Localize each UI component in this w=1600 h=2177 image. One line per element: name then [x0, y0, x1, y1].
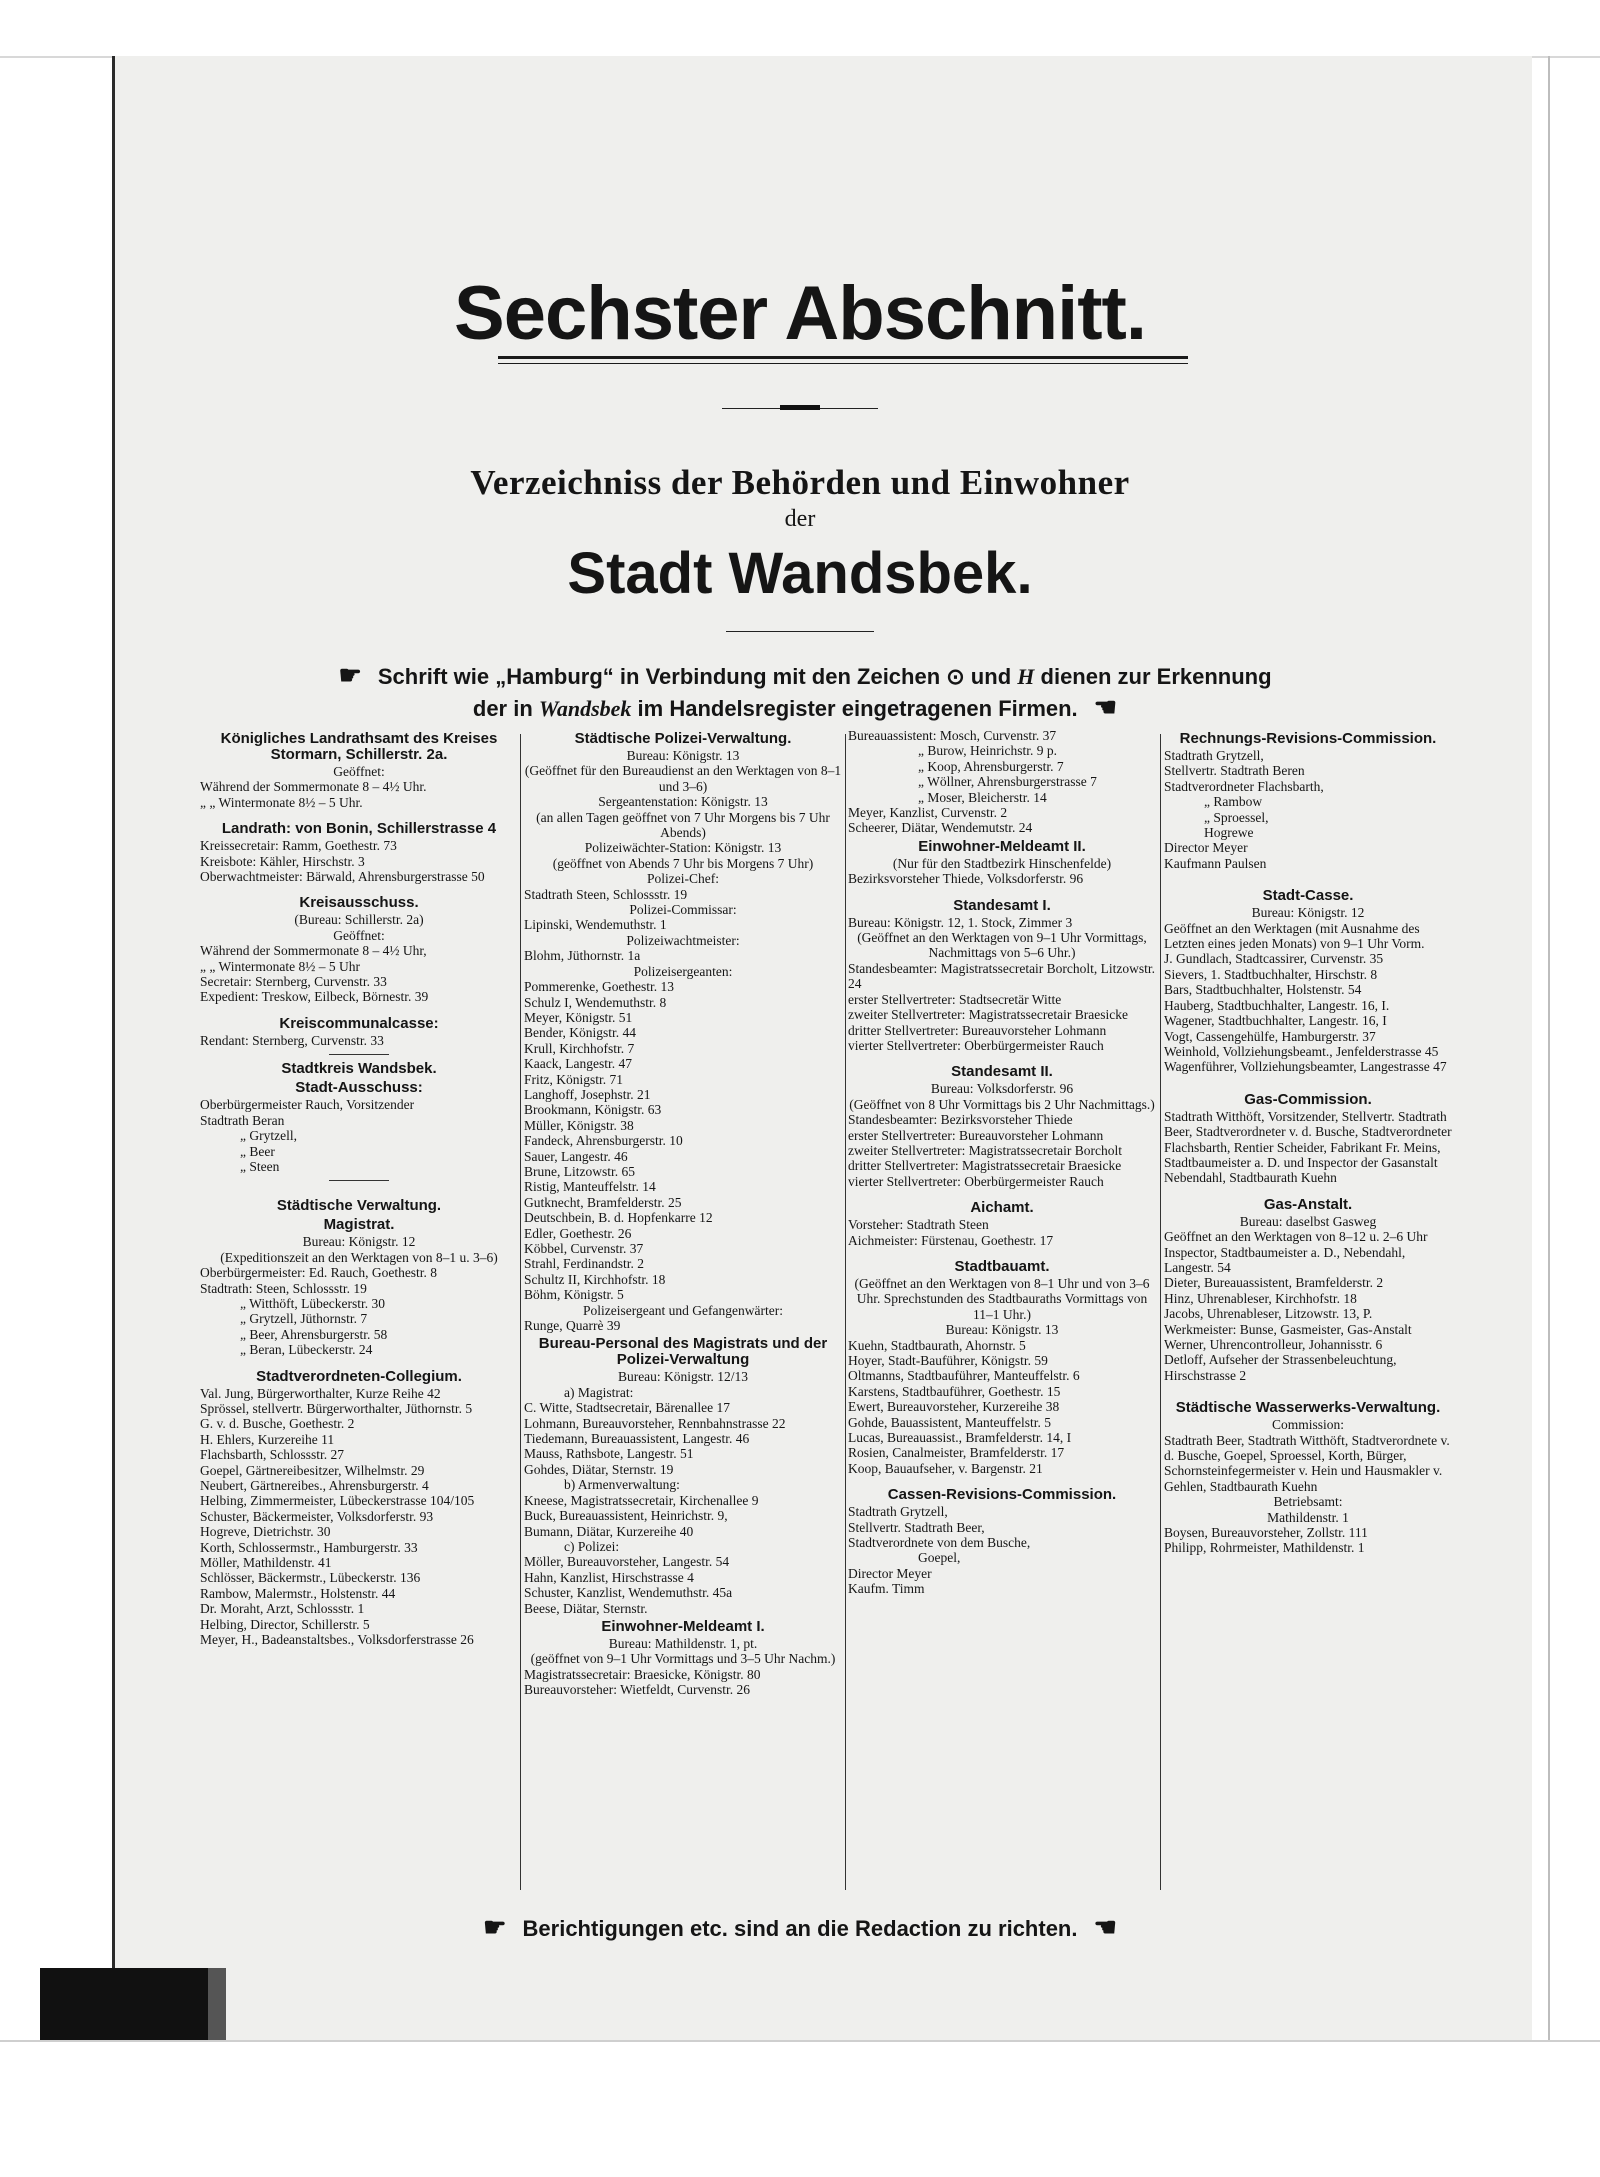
- entry-line: Geöffnet an den Werktagen (mit Ausnahme des Letzten eines jeden Monats) von 9–1 Uhr Vorm.: [1164, 920, 1425, 952]
- entry-line: (Geöffnet für den Bureaudienst an den Werktagen von 8–1 und 3–6): [524, 763, 842, 794]
- entry-line: c) Polizei:: [564, 1538, 620, 1554]
- entry-line: Rosien, Canalmeister, Bramfelderstr. 17: [848, 1445, 1065, 1461]
- column-divider: [845, 734, 846, 1890]
- column-divider: [1160, 734, 1161, 1890]
- section-title: Sechster Abschnitt.: [454, 271, 1146, 356]
- section-heading: Städtische Polizei-Verwaltung.: [574, 730, 792, 747]
- directory-heading: Verzeichniss der Behörden und Einwohner: [470, 463, 1130, 502]
- entry-line: Kuehn, Stadtbaurath, Ahornstr. 5: [848, 1337, 1026, 1353]
- entry-line: Vorsteher: Stadtrath Steen: [848, 1217, 989, 1233]
- entry-line: zweiter Stellvertreter: Magistratssecretair Borcholt: [848, 1142, 1123, 1158]
- column-divider: [520, 734, 521, 1890]
- entry-line: H. Ehlers, Kurzereihe 11: [200, 1431, 335, 1447]
- entry-line: J. Gundlach, Stadtcassirer, Curvenstr. 35: [1164, 951, 1384, 967]
- entry-line: Möller, Bureauvorsteher, Langestr. 54: [524, 1554, 730, 1570]
- spacer: [1164, 1383, 1452, 1397]
- column-2: [524, 728, 842, 1894]
- entry-line: Bumann, Diätar, Kurzereihe 40: [524, 1523, 694, 1539]
- entry-line: Geöffnet an den Werktagen von 8–12 u. 2–6 Uhr: [1164, 1229, 1428, 1245]
- entry-line: Philipp, Rohrmeister, Mathildenstr. 1: [1164, 1540, 1365, 1556]
- entry-line: Stadtrath Beran: [200, 1112, 285, 1128]
- entry-line: Helbing, Director, Schillerstr. 5: [200, 1616, 370, 1632]
- entry-line: Flachsbarth, Schlossstr. 27: [200, 1447, 344, 1463]
- entry-line: Bender, Königstr. 44: [524, 1025, 636, 1041]
- entry-line: Kaufm. Timm: [848, 1581, 925, 1597]
- entry-line: Polizeisergeanten:: [633, 963, 733, 979]
- entry-line: Mathildenstr. 1: [1267, 1509, 1349, 1525]
- entry-line: Kaack, Langestr. 47: [524, 1056, 632, 1072]
- entry-line: Kaufmann Paulsen: [1164, 855, 1267, 871]
- entry-line: „ Beer: [240, 1143, 275, 1159]
- entry-line: Oberbürgermeister: Ed. Rauch, Goethestr. 8: [200, 1265, 438, 1281]
- entry-line: „ Witthöft, Lübeckerstr. 30: [240, 1295, 386, 1311]
- section-heading: Stadtverordneten-Collegium.: [256, 1367, 462, 1385]
- entry-line: Stadtverordneter Flachsbarth,: [1164, 778, 1324, 794]
- entry-line: Meyer, Königstr. 51: [524, 1009, 633, 1025]
- notice-text-2a: der in: [472, 696, 533, 721]
- entry-line: Aichmeister: Fürstenau, Goethestr. 17: [848, 1232, 1054, 1248]
- entry-line: „ Moser, Bleicherstr. 14: [918, 789, 1047, 805]
- entry-line: „ Wöllner, Ahrensburgerstrasse 7: [918, 774, 1097, 790]
- entry-line: (geöffnet von 9–1 Uhr Vormittags und 3–5 Uhr Nachm.): [530, 1651, 836, 1667]
- notice-wandsbek: Wandsbek: [538, 696, 632, 721]
- entry-line: (Geöffnet von 8 Uhr Vormittags bis 2 Uhr Nachmittags.): [849, 1096, 1155, 1112]
- section-heading: Bureau-Personal des Magistrats und der Polizei-Verwaltung: [538, 1335, 828, 1369]
- section-heading: Standesamt II.: [951, 1063, 1053, 1081]
- entry-line: Tiedemann, Bureauassistent, Langestr. 46: [524, 1431, 750, 1447]
- spacer: [848, 1476, 1156, 1484]
- entry-line: Bezirksvorsteher Thiede, Volksdorferstr. 96: [848, 871, 1084, 887]
- entry-line: Standesbeamter: Magistratssecretair Borcholt, Litzowstr. 24: [848, 960, 1156, 992]
- entry-line: (Geöffnet an den Werktagen von 9–1 Uhr Vormittags, Nachmittags von 5–6 Uhr.): [857, 930, 1147, 961]
- city-heading-rule: [726, 631, 874, 632]
- entry-line: Müller, Königstr. 38: [524, 1117, 634, 1133]
- entry-line: „ „ Wintermonate 8½ – 5 Uhr.: [200, 794, 363, 810]
- scan-bottom-line: [0, 2040, 1600, 2042]
- spacer: [1164, 1075, 1452, 1089]
- entry-line: Stadtrath Beer, Stadtrath Witthöft, Stadtverordnete v. d. Busche, Goepel, Sproessel, Korth, Bürger, Schornsteinfegermeister v. Hein und Hausmakler v. Gehlen, Stadtbaurath Kuehn: [1164, 1432, 1450, 1494]
- section-heading: Stadtbauamt.: [954, 1257, 1050, 1275]
- spacer: [848, 887, 1156, 895]
- entry-line: Commission:: [1271, 1417, 1344, 1433]
- entry-line: Langhoff, Josephstr. 21: [524, 1086, 651, 1102]
- entry-line: (geöffnet von Abends 7 Uhr bis Morgens 7 Uhr): [552, 855, 814, 871]
- section-heading: Kreiscommunalcasse:: [279, 1014, 439, 1032]
- directory-columns: [200, 728, 1452, 1894]
- entry-line: (Geöffnet an den Werktagen von 8–1 Uhr und von 3–6 Uhr. Sprechstunden des Stadtbauraths Vormittags von 11–1 Uhr.): [854, 1275, 1150, 1322]
- entry-line: Korth, Schlossermstr., Hamburgerstr. 33: [200, 1539, 418, 1555]
- section-heading: Einwohner-Meldeamt II.: [918, 837, 1086, 855]
- entry-line: Rendant: Sternberg, Curvenstr. 33: [200, 1032, 384, 1048]
- entry-line: Hogrewe: [1204, 825, 1254, 841]
- column-1: [200, 728, 518, 1894]
- entry-line: Fritz, Königstr. 71: [524, 1071, 624, 1087]
- entry-line: Hinz, Uhrenableser, Kirchhofstr. 18: [1164, 1290, 1357, 1306]
- entry-line: (Nur für den Stadtbezirk Hinschenfelde): [892, 855, 1112, 871]
- section-heading: Gas-Anstalt.: [1263, 1195, 1353, 1213]
- entry-line: Kneese, Magistratssecretair, Kirchenallee 9: [524, 1492, 759, 1508]
- entry-line: dritter Stellvertreter: Bureauvorsteher Lohmann: [848, 1022, 1107, 1038]
- entry-line: Lipinski, Wendemuthstr. 1: [524, 917, 667, 933]
- entry-line: Stellvertr. Stadtrath Beer,: [848, 1519, 985, 1535]
- entry-line: Lucas, Bureauassist., Bramfelderstr. 14, I: [848, 1430, 1072, 1446]
- entry-line: (Bureau: Schillerstr. 2a): [294, 912, 424, 928]
- entry-line: Director Meyer: [1164, 840, 1248, 856]
- spacer: [1164, 1186, 1452, 1194]
- entry-line: Mauss, Rathsbote, Langestr. 51: [524, 1446, 694, 1462]
- spacer: [848, 1053, 1156, 1061]
- entry-line: Bureau: Königstr. 12: [302, 1234, 416, 1250]
- entry-line: Weinhold, Vollziehungsbeamt., Jenfelderstrasse 45: [1164, 1043, 1439, 1059]
- entry-line: Wagenführer, Vollziehungsbeamter, Langestrasse 47: [1164, 1059, 1447, 1075]
- entry-line: „ Steen: [240, 1158, 280, 1174]
- entry-line: „ Beran, Lübeckerstr. 24: [240, 1342, 373, 1358]
- footer-note: [0, 1912, 1600, 1943]
- entry-line: Edler, Goethestr. 26: [524, 1225, 632, 1241]
- section-rule: [329, 1054, 389, 1055]
- notice-text-1b: dienen zur Erkennung: [1040, 664, 1272, 689]
- entry-line: Während der Sommermonate 8 – 4½ Uhr.: [200, 779, 427, 795]
- entry-line: (Expeditionszeit an den Werktagen von 8–1 u. 3–6): [220, 1249, 498, 1265]
- entry-line: Blohm, Jüthornstr. 1a: [524, 948, 641, 964]
- entry-line: Neubert, Gärtnereibes., Ahrensburgerstr. 4: [200, 1478, 429, 1493]
- entry-line: Bureau: Königstr. 13: [626, 748, 740, 763]
- entry-line: Strahl, Ferdinandstr. 2: [524, 1256, 644, 1272]
- entry-line: Stellvertr. Stadtrath Beren: [1164, 763, 1305, 779]
- entry-line: „ Sproessel,: [1204, 809, 1269, 825]
- spacer: [1164, 871, 1452, 885]
- entry-line: Oberbürgermeister Rauch, Vorsitzender: [200, 1097, 415, 1113]
- entry-line: Schuster, Kanzlist, Wendemuthstr. 45a: [524, 1585, 733, 1601]
- entry-line: Gutknecht, Bramfelderstr. 25: [524, 1194, 682, 1210]
- entry-line: Gohde, Bauassistent, Manteuffelstr. 5: [848, 1414, 1051, 1430]
- entry-line: Polizeisergeant und Gefangenwärter:: [583, 1302, 783, 1318]
- entry-line: Werkmeister: Bunse, Gasmeister, Gas-Anstalt: [1164, 1321, 1412, 1337]
- entry-line: Gohdes, Diätar, Sternstr. 19: [524, 1461, 674, 1477]
- entry-line: Sergeantenstation: Königstr. 13: [598, 794, 768, 810]
- entry-line: Buck, Bureauassistent, Heinrichstr. 9,: [524, 1508, 728, 1524]
- section-heading: Städtische Verwaltung.: [276, 1197, 442, 1215]
- section-heading: Gas-Commission.: [1244, 1090, 1372, 1108]
- entry-line: Krull, Kirchhofstr. 7: [524, 1040, 635, 1056]
- entry-line: Schuster, Bäckermeister, Volksdorferstr. 93: [200, 1508, 434, 1524]
- entry-line: b) Armenverwaltung:: [564, 1477, 680, 1493]
- scan-binding-strip-edge: [208, 1968, 226, 2040]
- entry-line: vierter Stellvertreter: Oberbürgermeister Rauch: [848, 1037, 1104, 1053]
- entry-line: Helbing, Zimmermeister, Lübeckerstrasse 104/105: [200, 1493, 475, 1509]
- entry-line: Polizeiwachtmeister:: [626, 932, 740, 948]
- entry-line: Ristig, Manteuffelstr. 14: [524, 1179, 656, 1195]
- entry-line: Betriebsamt:: [1273, 1494, 1343, 1510]
- section-heading: Stadt-Casse.: [1262, 887, 1354, 905]
- entry-line: Dr. Moraht, Arzt, Schlossstr. 1: [200, 1601, 365, 1617]
- entry-line: Hauberg, Stadtbuchhalter, Langestr. 16, I.: [1164, 997, 1390, 1013]
- entry-line: Bars, Stadtbuchhalter, Holstenstr. 54: [1164, 982, 1362, 998]
- entry-line: Dieter, Bureauassistent, Bramfelderstr. 2: [1164, 1275, 1384, 1291]
- entry-line: vierter Stellvertreter: Oberbürgermeister Rauch: [848, 1173, 1104, 1189]
- entry-line: a) Magistrat:: [564, 1384, 634, 1400]
- entry-line: Kreissecretair: Ramm, Goethestr. 73: [200, 838, 397, 854]
- entry-line: zweiter Stellvertreter: Magistratssecretair Braesicke: [848, 1007, 1128, 1023]
- entry-line: Möller, Mathildenstr. 41: [200, 1555, 332, 1571]
- entry-line: Secretair: Sternberg, Curvenstr. 33: [200, 974, 387, 990]
- entry-line: „ Koop, Ahrensburgerstr. 7: [918, 758, 1064, 774]
- entry-line: Karstens, Stadtbauführer, Goethestr. 15: [848, 1383, 1061, 1399]
- section-rule: [329, 1180, 389, 1181]
- spacer: [200, 1187, 518, 1195]
- entry-line: Stadtverordnete von dem Busche,: [848, 1535, 1031, 1551]
- entry-line: Geöffnet:: [333, 927, 385, 943]
- section-heading: Rechnungs-Revisions-Commission.: [1179, 730, 1437, 747]
- entry-line: Meyer, H., Badeanstaltsbes., Volksdorferstrasse 26: [200, 1632, 474, 1648]
- notice-line-1: [0, 660, 1600, 691]
- handelsregister-mark-icon: H: [1017, 664, 1035, 689]
- entry-line: Stadtrath Steen, Schlossstr. 19: [524, 886, 688, 902]
- entry-line: Schlösser, Bäckermstr., Lübeckerstr. 136: [200, 1570, 421, 1586]
- entry-line: Bureauassistent: Mosch, Curvenstr. 37: [848, 728, 1057, 743]
- entry-line: „ Grytzell, Jüthornstr. 7: [240, 1311, 368, 1327]
- entry-line: Brookmann, Königstr. 63: [524, 1102, 662, 1118]
- entry-line: Hahn, Kanzlist, Hirschstrasse 4: [524, 1569, 694, 1585]
- entry-line: Böhm, Königstr. 5: [524, 1287, 624, 1303]
- entry-line: Während der Sommermonate 8 – 4½ Uhr,: [200, 943, 427, 959]
- entry-line: Bureau: Königstr. 12: [1251, 905, 1365, 921]
- entry-line: Geöffnet:: [333, 764, 385, 779]
- scan-binding-strip: [40, 1968, 208, 2040]
- section-heading: Einwohner-Meldeamt I.: [601, 1617, 765, 1635]
- entry-line: „ Beer, Ahrensburgerstr. 58: [240, 1326, 388, 1342]
- pointing-hand-icon: ☚: [1093, 692, 1118, 722]
- entry-line: Detloff, Aufseher der Strassenbeleuchtung, Hirschstrasse 2: [1164, 1352, 1397, 1383]
- section-heading: Cassen-Revisions-Commission.: [887, 1486, 1117, 1504]
- notice-text-1a: Schrift wie „Hamburg“ in Verbindung mit den Zeichen ⊙ und: [377, 664, 1012, 689]
- entry-line: C. Witte, Stadtsecretair, Bärenallee 17: [524, 1400, 730, 1416]
- entry-line: Brune, Litzowstr. 65: [524, 1163, 635, 1179]
- section-heading: Stadtkreis Wandsbek.: [281, 1060, 437, 1078]
- entry-line: erster Stellvertreter: Stadtsecretär Witte: [848, 991, 1062, 1007]
- notice-line-2: [0, 692, 1600, 723]
- footer-text: Berichtigungen etc. sind an die Redaction zu richten.: [522, 1916, 1078, 1941]
- entry-line: Bureau: Königstr. 12/13: [617, 1369, 749, 1385]
- pointing-hand-icon: ☛: [338, 660, 362, 690]
- entry-line: Hogreve, Dietrichstr. 30: [200, 1524, 331, 1540]
- entry-line: Runge, Quarrè 39: [524, 1318, 621, 1334]
- entry-line: Ewert, Bureauvorsteher, Kurzereihe 38: [848, 1399, 1060, 1415]
- entry-line: Pommerenke, Goethestr. 13: [524, 979, 674, 995]
- notice-text-2b: im Handelsregister eingetragenen Firmen.: [637, 696, 1078, 721]
- entry-line: Magistratssecretair: Braesicke, Königstr. 80: [524, 1666, 761, 1682]
- entry-line: Val. Jung, Bürgerworthalter, Kurze Reihe 42: [200, 1385, 441, 1401]
- entry-line: Jacobs, Uhrenableser, Litzowstr. 13, P.: [1164, 1306, 1373, 1322]
- entry-line: Schultz II, Kirchhofstr. 18: [524, 1271, 666, 1287]
- section-heading: Königliches Landrathsamt des Kreises Stormarn, Schillerstr. 2a.: [220, 730, 498, 763]
- entry-line: Vogt, Cassengehülfe, Hamburgerstr. 37: [1164, 1028, 1376, 1044]
- entry-line: Oberwachtmeister: Bärwald, Ahrensburgerstrasse 50: [200, 869, 485, 885]
- entry-line: Goepel,: [918, 1550, 961, 1566]
- entry-line: Kreisbote: Kähler, Hirschstr. 3: [200, 853, 365, 869]
- spacer: [200, 810, 518, 818]
- column-3: [848, 728, 1156, 1894]
- entry-line: Bureauvorsteher: Wietfeldt, Curvenstr. 26: [524, 1682, 751, 1698]
- spacer: [848, 1248, 1156, 1256]
- entry-line: Sauer, Langestr. 46: [524, 1148, 628, 1164]
- directory-heading-der: der: [784, 506, 816, 532]
- entry-line: Bureau: daselbst Gasweg: [1239, 1213, 1377, 1229]
- entry-line: Köbbel, Curvenstr. 37: [524, 1241, 644, 1256]
- entry-line: Werner, Uhrencontrolleur, Johannisstr. 6: [1164, 1337, 1383, 1352]
- entry-line: „ Grytzell,: [240, 1128, 297, 1144]
- entry-line: Bureau: Mathildenstr. 1, pt.: [608, 1635, 758, 1651]
- entry-line: „ Burow, Heinrichstr. 9 p.: [918, 743, 1057, 759]
- entry-line: Bureau: Volksdorferstr. 96: [930, 1081, 1074, 1097]
- spacer: [848, 1189, 1156, 1197]
- divider-rule-center: [780, 405, 820, 410]
- entry-line: Scheerer, Diätar, Wendemutstr. 24: [848, 820, 1033, 836]
- section-heading: Landrath: von Bonin, Schillerstrasse 4: [221, 820, 497, 838]
- city-heading: Stadt Wandsbek.: [567, 541, 1033, 606]
- entry-line: Schulz I, Wendemuthstr. 8: [524, 994, 667, 1010]
- entry-line: Hoyer, Stadt-Bauführer, Königstr. 59: [848, 1353, 1048, 1368]
- entry-line: dritter Stellvertreter: Magistratssecretair Braesicke: [848, 1158, 1122, 1174]
- section-heading: Stadt-Ausschuss:: [295, 1079, 423, 1097]
- column-4: [1164, 728, 1452, 1894]
- section-heading: Magistrat.: [323, 1216, 395, 1234]
- entry-line: „ „ Wintermonate 8½ – 5 Uhr: [200, 958, 361, 974]
- entry-line: Oltmanns, Stadtbauführer, Manteuffelstr. 6: [848, 1368, 1080, 1384]
- entry-line: Deutschbein, B. d. Hopfenkarre 12: [524, 1210, 713, 1226]
- entry-line: Stadtrath Grytzell,: [848, 1504, 948, 1520]
- section-heading: Aichamt.: [970, 1199, 1034, 1217]
- spacer: [200, 884, 518, 892]
- entry-line: Rambow, Malermstr., Holstenstr. 44: [200, 1585, 396, 1601]
- entry-line: Stadtrath Grytzell,: [1164, 748, 1264, 763]
- entry-line: Stadtrath Witthöft, Vorsitzender, Stellvertr. Stadtrath Beer, Stadtverordneter v. d. Busche, Stadtverordneter Flachsbarth, Rentier Scheider, Fabrikant Fr. Meins, Stadtbaumeister a. D. und Inspector der Gasanstalt Nebendahl, Stadtbaurath Kuehn: [1164, 1108, 1452, 1186]
- section-heading: Standesamt I.: [953, 896, 1051, 914]
- entry-line: erster Stellvertreter: Bureauvorsteher Lohmann: [848, 1127, 1104, 1143]
- pointing-hand-icon: ☚: [1093, 1912, 1117, 1942]
- entry-line: Bureau: Königstr. 13: [945, 1322, 1059, 1338]
- entry-line: Sievers, 1. Stadtbuchhalter, Hirschstr. 8: [1164, 966, 1378, 982]
- section-heading: Kreisausschuss.: [299, 894, 419, 912]
- entry-line: Lohmann, Bureauvorsteher, Rennbahnstrasse 22: [524, 1415, 786, 1431]
- entry-line: Sprössel, stellvertr. Bürgerworthalter, Jüthornstr. 5: [200, 1400, 473, 1416]
- entry-line: G. v. d. Busche, Goethestr. 2: [200, 1416, 355, 1432]
- pointing-hand-icon: ☛: [483, 1912, 507, 1942]
- entry-line: Wagener, Stadtbuchhalter, Langestr. 16, I: [1164, 1013, 1387, 1029]
- entry-line: Boysen, Bureauvorsteher, Zollstr. 111: [1164, 1525, 1368, 1541]
- entry-line: (an allen Tagen geöffnet von 7 Uhr Morgens bis 7 Uhr Abends): [536, 809, 830, 841]
- spacer: [200, 1005, 518, 1013]
- entry-line: Beese, Diätar, Sternstr.: [524, 1600, 648, 1616]
- entry-line: Polizeiwächter-Station: Königstr. 13: [584, 840, 782, 856]
- entry-line: „ Rambow: [1204, 794, 1263, 810]
- entry-line: Expedient: Treskow, Eilbeck, Börnestr. 39: [200, 989, 429, 1005]
- entry-line: Goepel, Gärtnereibesitzer, Wilhelmstr. 29: [200, 1462, 425, 1478]
- entry-line: Koop, Bauaufseher, v. Bargenstr. 21: [848, 1460, 1043, 1476]
- entry-line: Stadtrath: Steen, Schlossstr. 19: [200, 1280, 367, 1296]
- spacer: [200, 1358, 518, 1366]
- entry-line: Polizei-Chef:: [647, 871, 719, 887]
- title-underline: [498, 356, 1188, 359]
- entry-line: Polizei-Commissar:: [629, 902, 737, 918]
- entry-line: Fandeck, Ahrensburgerstr. 10: [524, 1133, 683, 1149]
- entry-line: Standesbeamter: Bezirksvorsteher Thiede: [848, 1112, 1073, 1128]
- title-underline-thin: [498, 363, 1188, 364]
- entry-line: Inspector, Stadtbaumeister a. D., Nebendahl, Langestr. 54: [1164, 1244, 1406, 1275]
- section-heading: Städtische Wasserwerks-Verwaltung.: [1175, 1399, 1441, 1417]
- entry-line: Bureau: Königstr. 12, 1. Stock, Zimmer 3: [848, 914, 1073, 930]
- entry-line: Director Meyer: [848, 1565, 932, 1581]
- entry-line: Meyer, Kanzlist, Curvenstr. 2: [848, 805, 1008, 821]
